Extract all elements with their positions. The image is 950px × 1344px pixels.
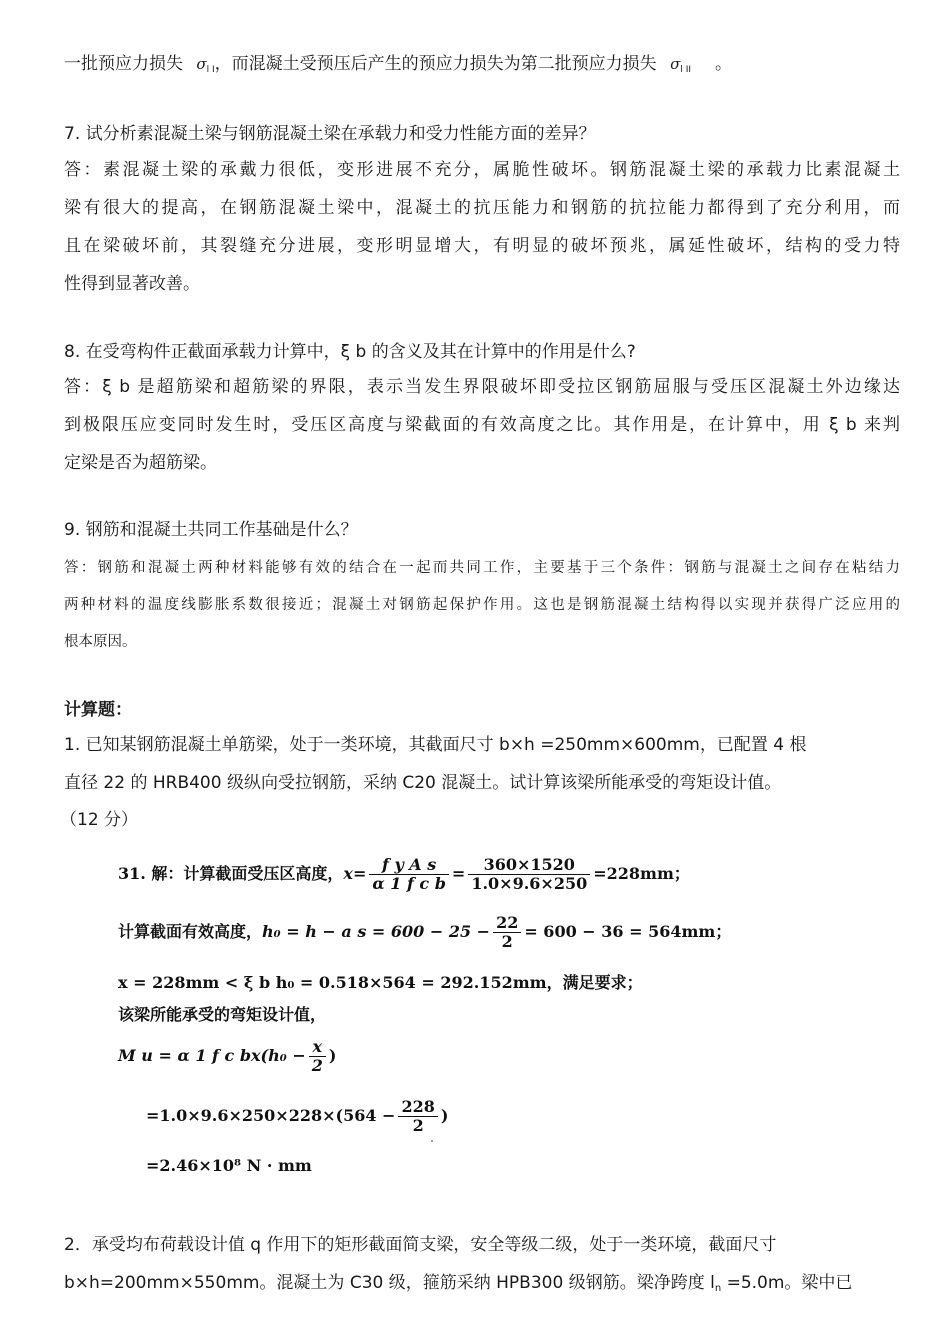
answer-line: 两种材料的温度线膨胀系数很接近；混凝土对钢筋起保护作用。这也是钢筋混凝土结构得以实现并获得广泛应用的	[64, 597, 900, 613]
problem-1-line: 直径 22 的 HRB400 级纵向受拉钢筋，采纳 C20 混凝土。试计算该梁所能承受的弯矩设计值。	[64, 773, 782, 793]
fraction-numerator: 360×1520	[468, 856, 590, 875]
solution-text: )	[440, 1106, 449, 1125]
intro-line	[64, 52, 732, 82]
solution-line-3: x = 228mm < ξ b h₀ = 0.518×564 = 292.152mm，满足要求；	[118, 973, 643, 992]
fraction-numerator: f y A s	[369, 856, 449, 875]
fraction	[493, 914, 521, 951]
answer-line: 根本原因。	[64, 634, 137, 650]
solution-text: =	[451, 864, 466, 883]
solution-text: =228mm；	[593, 864, 690, 883]
intro-text-1: 一批预应力损失	[64, 54, 183, 74]
fraction-numerator: x	[309, 1038, 326, 1057]
solution-line-1	[118, 856, 690, 893]
sigma-symbol: σ	[670, 55, 681, 73]
intro-text-2: ，而混凝土受预压后产生的预应力损失为第二批预应力损失	[214, 54, 657, 74]
question-7-title: 7. 试分析素混凝土梁与钢筋混凝土梁在承载力和受力性能方面的差异？	[64, 124, 596, 144]
fraction	[309, 1038, 326, 1075]
problem-2-text: =5.0m。梁中已	[721, 1273, 853, 1293]
fraction	[398, 1098, 437, 1135]
solution-text: =1.0×9.6×250×228×(564 −	[146, 1106, 396, 1125]
solution-text: )	[328, 1046, 337, 1065]
problem-1-line: （12 分）	[60, 810, 139, 830]
solution-text: 31. 解：计算截面受压区高度，	[118, 864, 344, 883]
subscript: n	[714, 1283, 722, 1294]
answer-line: 梁有很大的提高，在钢筋混凝土梁中，混凝土的抗压能力和钢筋的抗拉能力都得到了充分利用，而	[64, 198, 900, 218]
answer-line: 定梁是否为超筋梁。	[64, 453, 217, 473]
solution-text: = 600 − 36 = 564mm；	[524, 922, 732, 941]
sigma-subscript: l II	[680, 65, 691, 75]
answer-line: 到极限压应变同时发生时，受压区高度与梁截面的有效高度之比。其作用是，在计算中，用 ξ b 来判	[64, 415, 900, 435]
sigma-subscript: l I	[206, 65, 215, 75]
solution-text: =	[352, 864, 367, 883]
answer-line: 答：钢筋和混凝土两种材料能够有效的结合在一起而共同工作，主要基于三个条件：钢筋与混凝土之间存在粘结力	[64, 560, 900, 576]
fraction-denominator: 2	[311, 1056, 323, 1075]
solution-line-2	[118, 914, 731, 951]
sigma-symbol: σ	[196, 55, 207, 73]
answer-line: 且在梁破坏前，其裂缝充分进展，变形明显增大，有明显的破坏预兆，属延性破坏，结构的受力特	[64, 236, 900, 256]
problem-2-line: 2．承受均布荷载设计值 q 作用下的矩形截面简支梁，安全等级二级，处于一类环境，截面尺寸	[64, 1235, 777, 1255]
calc-heading: 计算题：	[64, 700, 132, 720]
solution-text: h₀ = h − a s = 600 − 25 −	[262, 922, 491, 941]
fraction-numerator: 228	[398, 1098, 437, 1117]
fraction-denominator: 2	[501, 932, 513, 951]
scan-speck	[431, 1140, 433, 1142]
intro-text-end: 。	[715, 54, 732, 74]
answer-line: 性得到显著改善。	[64, 274, 200, 294]
fraction-denominator: 2	[412, 1116, 424, 1135]
solution-text: M u = α 1 f c bx(h₀ −	[118, 1046, 306, 1065]
solution-line-4: 该梁所能承受的弯矩设计值，	[118, 1005, 327, 1024]
solution-line-5	[118, 1038, 336, 1075]
solution-text: x	[343, 864, 353, 883]
problem-2-line	[64, 1271, 852, 1301]
fraction	[369, 856, 449, 893]
fraction-denominator: 1.0×9.6×250	[471, 874, 588, 893]
answer-line: 答：ξ b 是超筋梁和超筋梁的界限，表示当发生界限破坏即受拉区钢筋屈服与受压区混凝土外边缘达	[64, 377, 900, 397]
answer-line: 答：素混凝土梁的承戴力很低，变形进展不充分，属脆性破坏。钢筋混凝土梁的承载力比素混凝土	[64, 160, 900, 180]
fraction-denominator: α 1 f c b	[372, 874, 446, 893]
solution-line-6	[146, 1098, 448, 1135]
solution-scan-image	[118, 850, 732, 1190]
problem-2-text: b×h=200mm×550mm。混凝土为 C30 级，箍筋采纳 HPB300 级钢筋。梁净跨度 l	[64, 1273, 715, 1293]
solution-text: 计算截面有效高度，	[118, 922, 263, 941]
solution-line-7: =2.46×10⁸ N · mm	[146, 1156, 312, 1175]
fraction	[468, 856, 590, 893]
question-9-title: 9. 钢筋和混凝土共同工作基础是什么？	[64, 520, 358, 540]
problem-1-line: 1. 已知某钢筋混凝土单筋梁，处于一类环境，其截面尺寸 b×h =250mm×600mm，已配置 4 根	[64, 735, 807, 755]
question-8-title: 8. 在受弯构件正截面承载力计算中，ξ b 的含义及其在计算中的作用是什么?	[64, 342, 636, 362]
fraction-numerator: 22	[493, 914, 521, 933]
